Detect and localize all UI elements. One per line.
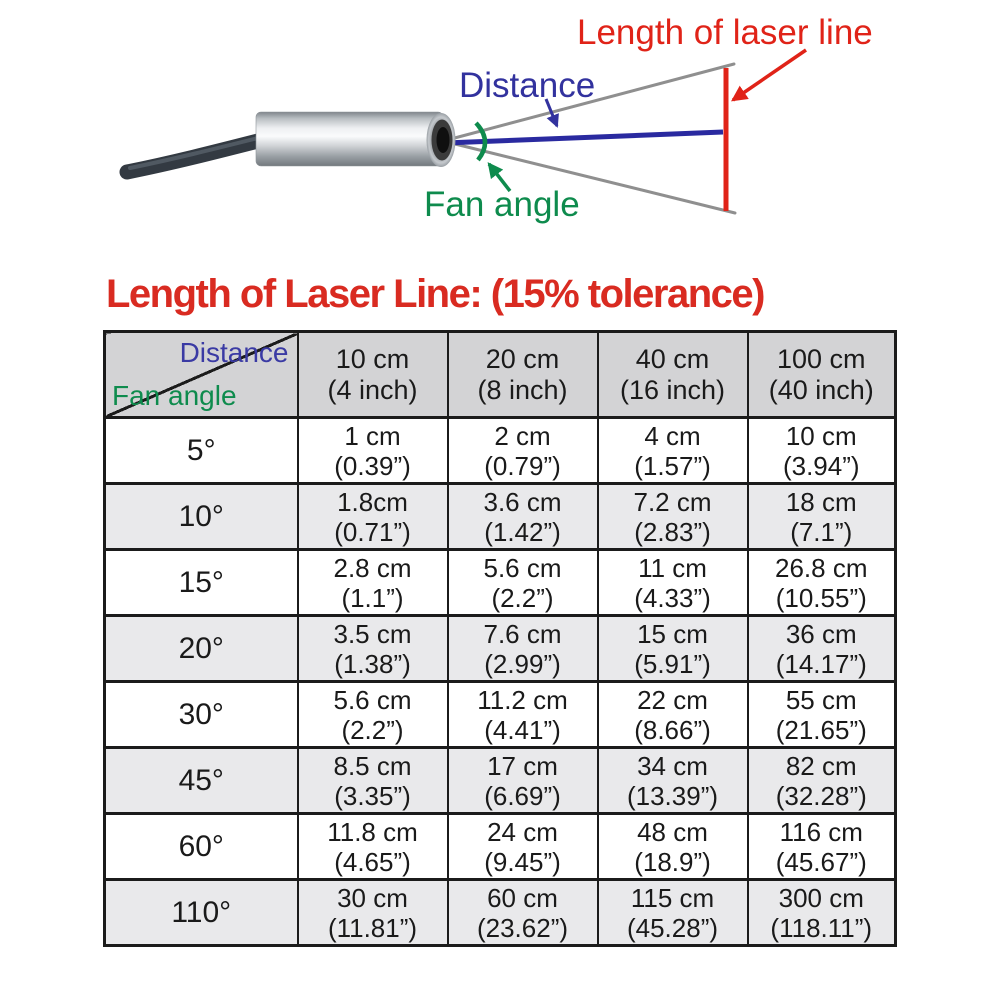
length-inch: (4.33”) [634, 582, 711, 613]
laser-line-label: Length of laser line [577, 13, 873, 52]
column-header-inch: (16 inch) [619, 374, 726, 405]
length-inch: (13.39”) [626, 780, 719, 811]
fan-angle-value: 110° [105, 880, 298, 946]
length-inch: (3.35”) [334, 780, 411, 811]
column-header-100cm [748, 332, 896, 418]
length-cell [748, 880, 896, 946]
corner-fan-angle-label: Fan angle [112, 380, 237, 411]
length-cell [748, 748, 896, 814]
length-inch: (2.83”) [634, 516, 711, 547]
length-inch: (8.66”) [634, 714, 711, 745]
corner-distance-label: Distance [179, 337, 289, 368]
length-cm: 26.8 cm [775, 552, 868, 583]
length-inch: (10.55”) [775, 582, 867, 613]
length-cell [748, 682, 896, 748]
length-cell [448, 880, 598, 946]
table-row-20deg [105, 616, 896, 682]
length-cell [298, 748, 448, 814]
laser-line-pointer-arrow [733, 50, 806, 100]
length-cell [298, 682, 448, 748]
table-row-45deg [105, 748, 896, 814]
laser-line-length-table [103, 330, 897, 947]
length-cell [598, 682, 748, 748]
length-cm: 18 cm [785, 486, 857, 517]
column-header-cm: 10 cm [335, 343, 410, 374]
length-cm: 115 cm [630, 882, 715, 913]
column-header-10cm [298, 332, 448, 418]
length-cell [448, 418, 598, 484]
table-row-10deg [105, 484, 896, 550]
length-inch: (21.65”) [775, 714, 867, 745]
length-cm: 82 cm [785, 750, 857, 781]
length-cell [298, 418, 448, 484]
length-cm: 11.2 cm [477, 684, 568, 715]
fan-angle-value: 15° [105, 550, 298, 616]
length-cm: 11.8 cm [327, 816, 418, 847]
length-inch: (0.39”) [334, 450, 411, 481]
length-inch: (3.94”) [782, 450, 860, 481]
laser-diagram [0, 0, 1000, 262]
length-cm: 22 cm [637, 684, 708, 715]
length-inch: (23.62”) [476, 912, 569, 943]
length-cm: 36 cm [785, 618, 857, 649]
length-cm: 3.6 cm [483, 486, 562, 517]
length-cm: 2 cm [494, 420, 551, 451]
length-cell [598, 616, 748, 682]
table-header-row [105, 332, 896, 418]
length-cm: 11 cm [638, 552, 707, 583]
length-cell [448, 484, 598, 550]
column-header-cm: 100 cm [776, 343, 866, 374]
length-cm: 48 cm [637, 816, 708, 847]
column-header-20cm [448, 332, 598, 418]
length-cell [748, 814, 896, 880]
length-cm: 2.8 cm [333, 552, 412, 583]
length-cm: 24 cm [487, 816, 558, 847]
length-inch: (2.2”) [341, 714, 404, 745]
length-inch: (11.81”) [327, 912, 418, 943]
column-header-cm: 40 cm [635, 343, 710, 374]
length-inch: (118.11”) [770, 912, 873, 943]
column-header-inch: (40 inch) [768, 374, 874, 405]
distance-label: Distance [459, 66, 596, 105]
length-inch: (1.42”) [484, 516, 561, 547]
laser-aperture [437, 127, 450, 153]
length-cm: 60 cm [487, 882, 558, 913]
length-cm: 7.6 cm [483, 618, 562, 649]
length-inch: (2.99”) [484, 648, 561, 679]
length-cm: 30 cm [337, 882, 408, 913]
table-row-30deg [105, 682, 896, 748]
length-cell [748, 550, 896, 616]
length-cell [298, 484, 448, 550]
column-header-cm: 20 cm [485, 343, 560, 374]
length-cm: 34 cm [637, 750, 708, 781]
length-cell [598, 880, 748, 946]
length-cm: 8.5 cm [333, 750, 412, 781]
length-cm: 7.2 cm [633, 486, 712, 517]
length-inch: (45.28”) [626, 912, 719, 943]
column-header-inch: (4 inch) [327, 374, 418, 405]
length-cm: 17 cm [487, 750, 558, 781]
table-row-5deg [105, 418, 896, 484]
length-inch: (1.38”) [334, 648, 411, 679]
length-cell [448, 814, 598, 880]
length-cell [298, 814, 448, 880]
length-cell [448, 616, 598, 682]
laser-cable [127, 140, 262, 172]
length-cell [448, 748, 598, 814]
length-inch: (14.17”) [775, 648, 867, 679]
length-cm: 1.8cm [337, 486, 408, 517]
length-inch: (0.71”) [334, 516, 411, 547]
length-inch: (1.1”) [341, 582, 404, 613]
column-header-40cm [598, 332, 748, 418]
length-cm: 55 cm [785, 684, 857, 715]
length-cell [598, 550, 748, 616]
table-row-15deg [105, 550, 896, 616]
fan-angle-label: Fan angle [424, 185, 580, 224]
length-cell [298, 880, 448, 946]
length-cell [748, 616, 896, 682]
length-inch: (9.45”) [484, 846, 561, 877]
fan-angle-value: 45° [105, 748, 298, 814]
length-cell [598, 814, 748, 880]
length-cm: 4 cm [644, 420, 701, 451]
length-cm: 10 cm [785, 420, 857, 451]
corner-cell [105, 332, 298, 418]
length-cell [448, 550, 598, 616]
fan-angle-value: 30° [105, 682, 298, 748]
length-inch: (4.41”) [484, 714, 561, 745]
laser-module-body [256, 112, 443, 166]
table-row-60deg [105, 814, 896, 880]
fan-angle-value: 60° [105, 814, 298, 880]
length-cm: 5.6 cm [483, 552, 562, 583]
page-title: Length of Laser Line: (15% tolerance) [106, 272, 764, 316]
length-inch: (32.28”) [775, 780, 867, 811]
length-cm: 300 cm [778, 882, 864, 913]
length-cm: 15 cm [637, 618, 708, 649]
length-cell [298, 616, 448, 682]
column-header-inch: (8 inch) [477, 374, 568, 405]
length-cell [748, 484, 896, 550]
length-inch: (6.69”) [484, 780, 561, 811]
length-cell [598, 418, 748, 484]
length-cm: 1 cm [344, 420, 401, 451]
length-cm: 5.6 cm [333, 684, 412, 715]
length-inch: (5.91”) [634, 648, 711, 679]
length-inch: (18.9”) [634, 846, 711, 877]
table-row-110deg [105, 880, 896, 946]
length-inch: (2.2”) [491, 582, 554, 613]
length-cm: 3.5 cm [333, 618, 412, 649]
length-cell [748, 418, 896, 484]
length-inch: (0.79”) [484, 450, 561, 481]
length-cm: 116 cm [779, 816, 863, 847]
length-cell [598, 748, 748, 814]
length-cell [298, 550, 448, 616]
length-inch: (1.57”) [634, 450, 711, 481]
length-inch: (7.1”) [790, 516, 853, 547]
length-inch: (4.65”) [334, 846, 411, 877]
fan-angle-value: 5° [105, 418, 298, 484]
length-cell [448, 682, 598, 748]
fan-angle-value: 10° [105, 484, 298, 550]
length-cell [598, 484, 748, 550]
length-inch: (45.67”) [775, 846, 867, 877]
fan-angle-value: 20° [105, 616, 298, 682]
